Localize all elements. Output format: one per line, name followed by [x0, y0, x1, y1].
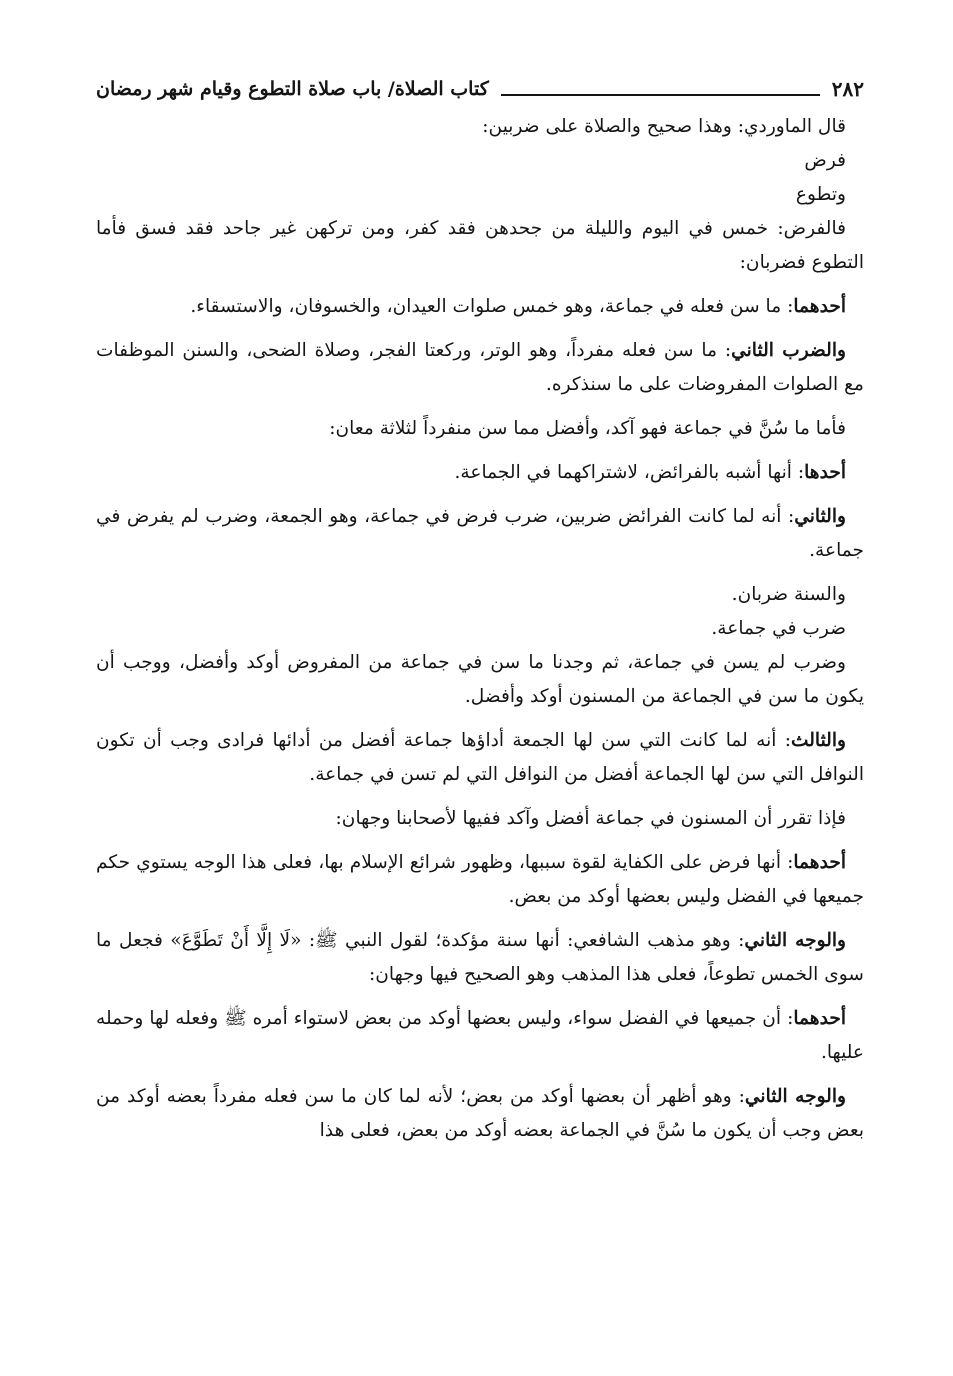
page-number: ٢٨٢ — [831, 77, 864, 101]
paragraph-lead: والوجه الثاني — [744, 930, 847, 951]
paragraph — [96, 178, 864, 212]
paragraph — [96, 1002, 864, 1070]
paragraph-lead: أحدهما — [793, 852, 846, 873]
paragraph-text: : أنه لما كانت التي سن لها الجمعة أداؤها جماعة أفضل من أدائها فرادى وجب أن تكون النوافل التي سن لها الجماعة أفضل من النوافل التي لم تسن في جماعة. — [96, 730, 864, 785]
paragraph-text: : ما سن فعله في جماعة، وهو خمس صلوات العيدان، والخسوفان، والاستسقاء. — [190, 296, 794, 317]
header-rule — [501, 94, 820, 96]
paragraph — [96, 110, 864, 144]
paragraph-text: وضرب لم يسن في جماعة، ثم وجدنا ما سن في جماعة من المفروض أوكد وأفضل، ووجب أن يكون ما سن في الجماعة من المسنون أوكد وأفضل. — [96, 652, 864, 707]
paragraph-text: : أنها فرض على الكفاية لقوة سببها، وظهور شرائع الإسلام بها، فعلى هذا الوجه يستوي حكم جميعها في الفضل وليس بعضها أوكد من بعض. — [96, 852, 864, 907]
paragraph-text: : وهو أظهر أن بعضها أوكد من بعض؛ لأنه لما كان ما سن فعله مفرداً بعضه أوكد من بعض وجب أن يكون ما سُنَّ في الجماعة بعضه أوكد من بعض، فعلى هذا — [96, 1086, 864, 1141]
paragraph-lead: والضرب الثاني — [731, 340, 846, 361]
paragraph-lead: والثالث — [790, 730, 846, 751]
paragraph-lead: أحدها — [804, 462, 846, 483]
paragraph-text: وتطوع — [795, 184, 846, 205]
paragraph-text: : أنها أشبه بالفرائض، لاشتراكهما في الجماعة. — [454, 462, 805, 483]
paragraph-text: : وهو مذهب الشافعي: أنها سنة مؤكدة؛ لقول النبي ﷺ: «لَا إِلَّا أَنْ تَطَوَّعَ» فجعل ما سوى الخمس تطوعاً، فعلى هذا المذهب وهو الصحيح فيها وجهان: — [96, 930, 864, 985]
paragraph-text: : أن جميعها في الفضل سواء، وليس بعضها أوكد من بعض لاستواء أمره ﷺ وفعله لها وحمله عليها. — [96, 1008, 864, 1063]
paragraph-text: فالفرض: خمس في اليوم والليلة من جحدهن فقد كفر، ومن تركهن غير جاحد فقد فسق فأما التطوع فضربان: — [96, 218, 864, 273]
paragraph-text: والسنة ضربان. — [731, 584, 846, 605]
paragraph-text: ضرب في جماعة. — [711, 618, 846, 639]
paragraph-text: فرض — [804, 150, 846, 171]
paragraph — [96, 334, 864, 402]
paragraph — [96, 924, 864, 992]
paragraph-lead: أحدهما — [793, 1008, 846, 1029]
paragraph — [96, 724, 864, 792]
paragraph — [96, 646, 864, 714]
paragraph-lead: أحدهما — [793, 296, 846, 317]
paragraph — [96, 1080, 864, 1148]
paragraph-lead: والثاني — [794, 506, 846, 527]
paragraph-text: فأما ما سُنَّ في جماعة فهو آكد، وأفضل مما سن منفرداً لثلاثة معان: — [329, 418, 846, 439]
paragraph — [96, 802, 864, 836]
paragraph — [96, 578, 864, 612]
running-title: كتاب الصلاة/ باب صلاة التطوع وقيام شهر رمضان — [96, 78, 489, 100]
paragraph-text: فإذا تقرر أن المسنون في جماعة أفضل وآكد ففيها لأصحابنا وجهان: — [335, 808, 846, 829]
paragraph — [96, 212, 864, 280]
paragraph — [96, 846, 864, 914]
paragraph-lead: والوجه الثاني — [744, 1086, 846, 1107]
page-body — [96, 110, 864, 1148]
paragraph — [96, 412, 864, 446]
paragraph-text: : أنه لما كانت الفرائض ضربين، ضرب فرض في جماعة، وهو الجمعة، وضرب لم يفرض في جماعة. — [96, 506, 864, 561]
paragraph-text: قال الماوردي: وهذا صحيح والصلاة على ضربين: — [482, 116, 846, 137]
paragraph — [96, 612, 864, 646]
paragraph — [96, 144, 864, 178]
paragraph — [96, 290, 864, 324]
paragraph — [96, 456, 864, 490]
page-header — [96, 72, 864, 106]
book-page — [96, 72, 864, 1362]
paragraph-text: : ما سن فعله مفرداً، وهو الوتر، وركعتا الفجر، وصلاة الضحى، والسنن الموظفات مع الصلوات المفروضات على ما سنذكره. — [96, 340, 864, 395]
paragraph — [96, 500, 864, 568]
